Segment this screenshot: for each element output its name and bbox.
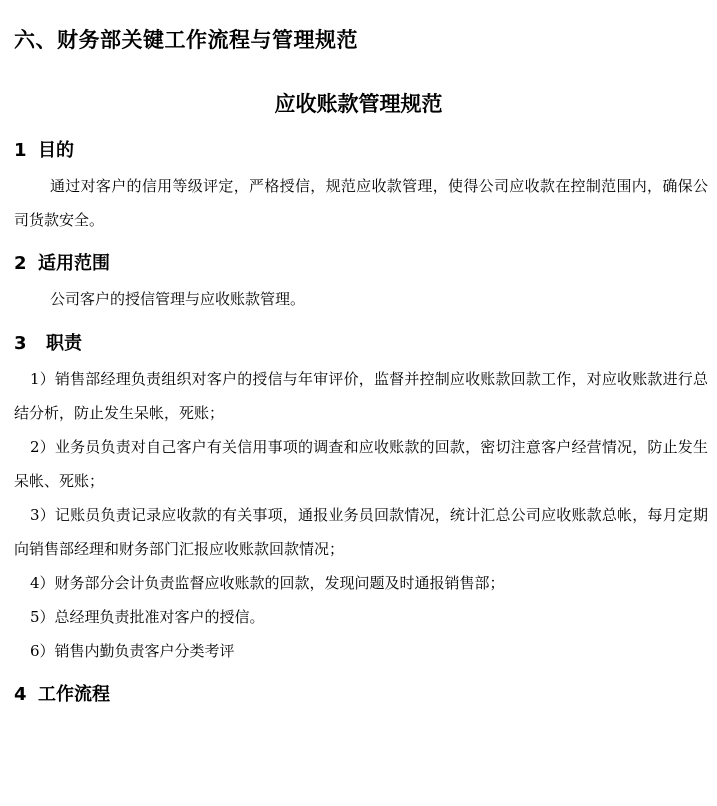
section-heading-purpose bbox=[14, 136, 74, 162]
section-title: 适用范围 bbox=[38, 253, 110, 274]
section-number: 3 bbox=[14, 333, 27, 354]
section-heading-responsibilities bbox=[14, 329, 82, 355]
responsibility-item: 3）记账员负责记录应收款的有关事项，通报业务员回款情况，统计汇总公司应收账款总帐，每月定期向销售部经理和财务部门汇报应收账款回款情况； bbox=[14, 506, 708, 558]
section-title: 目的 bbox=[38, 140, 74, 161]
section-title: 工作流程 bbox=[38, 684, 110, 705]
section-number: 4 bbox=[14, 684, 27, 705]
responsibility-item: 5）总经理负责批准对客户的授信。 bbox=[30, 608, 265, 626]
section-number: 2 bbox=[14, 253, 27, 274]
document-title: 应收账款管理规范 bbox=[274, 92, 443, 116]
section-heading-scope bbox=[14, 249, 110, 275]
responsibility-item: 2）业务员负责对自己客户有关信用事项的调查和应收账款的回款，密切注意客户经营情况，防止发生呆帐、死账； bbox=[14, 438, 708, 490]
responsibility-item: 6）销售内勤负责客户分类考评 bbox=[30, 642, 235, 660]
responsibility-item: 4）财务部分会计负责监督应收账款的回款，发现问题及时通报销售部； bbox=[30, 574, 505, 592]
scope-paragraph: 公司客户的授信管理与应收账款管理。 bbox=[50, 290, 306, 308]
purpose-paragraph: 通过对客户的信用等级评定，严格授信，规范应收款管理，使得公司应收款在控制范围内，确保公司货款安全。 bbox=[14, 177, 708, 229]
section-number: 1 bbox=[14, 140, 27, 161]
section-heading-workflow bbox=[14, 680, 110, 706]
responsibility-item: 1）销售部经理负责组织对客户的授信与年审评价，监督并控制应收账款回款工作，对应收账款进行总结分析，防止发生呆帐，死账； bbox=[14, 370, 708, 422]
section-title: 职责 bbox=[46, 333, 82, 354]
chapter-title: 六、财务部关键工作流程与管理规范 bbox=[14, 28, 358, 52]
